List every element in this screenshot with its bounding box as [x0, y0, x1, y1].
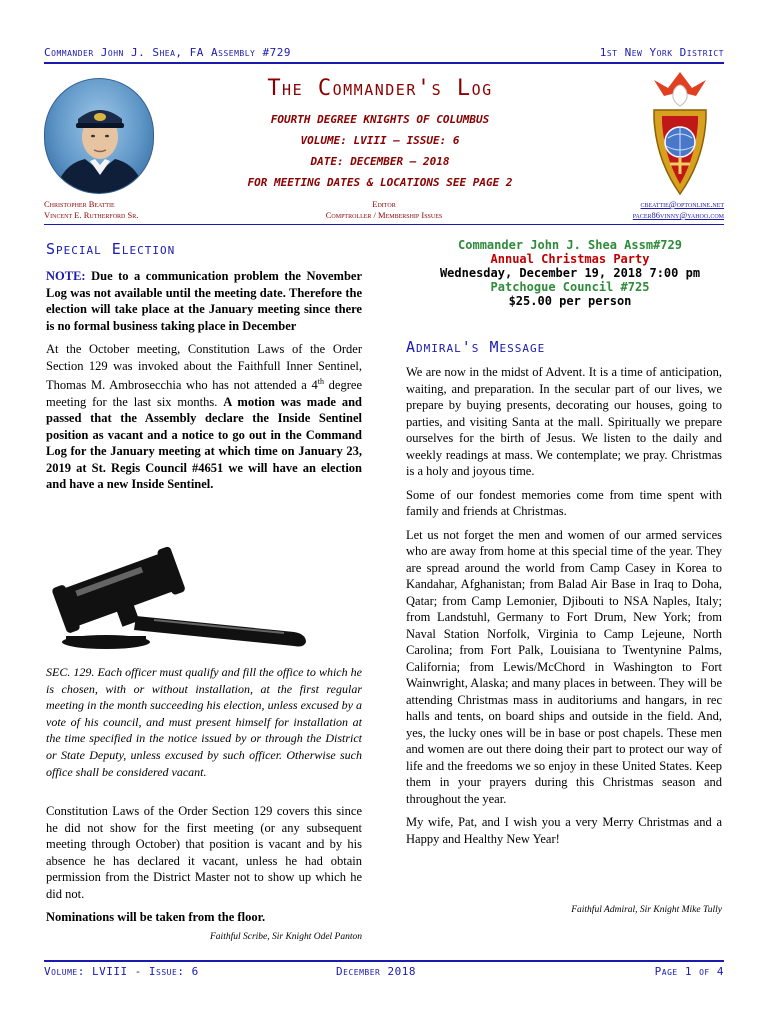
section-129-quote: SEC. 129. Each officer must qualify and fill the office to which he is chosen, with or without installation, at the first regular meeting in the month succeeding his election, unless excused by a vote of his council, and must present himself for installation at the time specified in the notice issued by or through the District or State Deputy, unless excused by such officer. Otherwise such office shall be considered vacant. — [46, 665, 362, 779]
admirals-message-heading: Admiral's Message — [406, 338, 546, 356]
admiral-paragraph-4: My wife, Pat, and I wish you a very Merry Christmas and a Happy and Healthy New Year! — [406, 815, 722, 846]
volume-issue-line: VOLUME: LVIII – ISSUE: 6 — [300, 134, 460, 147]
scribe-signature: Faithful Scribe, Sir Knight Odel Panton — [210, 932, 362, 942]
ordinal-suffix: th — [317, 377, 324, 386]
admiral-signature: Faithful Admiral, Sir Knight Mike Tully — [571, 905, 722, 915]
note-label: NOTE: — [46, 269, 86, 283]
october-meeting-text-a: At the October meeting, Constitution Laws of the Order Section 129 was invoked about the Faithfull Inner Sentinel, Thomas M. Ambrosecchia who has not attended a 4 — [46, 342, 362, 393]
admiral-paragraph-2: Some of our fondest memories come from time spent with family and friends at Christmas. — [406, 487, 722, 518]
organization-line: FOURTH DEGREE KNIGHTS OF COLUMBUS — [270, 113, 490, 126]
staff-role-2: Comptroller / Membership Issues — [325, 210, 443, 220]
meeting-info-line: FOR MEETING DATES & LOCATIONS SEE PAGE 2 — [247, 176, 513, 189]
motion-text: A motion was made and passed that the Assembly declare the Inside Sentinel position as vacant and a notice to go out in the Command Log for the January meeting at which time on January 23, 2019 at St. Regis Council #4651 we will have an election and have a new Inside Sentinel. — [46, 394, 362, 492]
staff-divider — [44, 224, 724, 225]
date-line: DATE: DECEMBER – 2018 — [310, 155, 450, 168]
admiral-paragraph-3: Let us not forget the men and women of our armed services who are away from home at this special time of the year. They are spread around the world from Camp Casey in Korea to Kandahar, Afghanistan; from Balad Air Base in Iraq to Doha, Qatar; from Camp Lemonier, Djibouti to NSA Naples, Italy; from Landstuhl, Germany to Fort Drum, New York; from Naval Station Norfolk, Virginia to Camp Lejeune, North Carolina; from Fort Palk, Louisiana to Twentynine Palms, California; from Lewis/McChord in Washington to Fort Wainwright, Alaska; and many places in between. They will be attending Christmas mass in auditoriums and hangars, in rec halls and tents, on board ships and outside in the field. And, yes, the lucky ones will be in base or post chapels. These men and women are out there doing their part to protect our way of life and the freedoms we so enjoy in these United States. Keep them in your prayers during this Christmas season and throughout the year. — [406, 527, 722, 806]
staff-name-1: Christopher Beattie — [44, 199, 115, 209]
october-meeting-text-b: degree meeting for the last six months. — [46, 378, 362, 409]
footer-date: December 2018 — [336, 965, 416, 978]
footer-page: Page 1 of 4 — [654, 965, 724, 978]
staff-roles — [284, 199, 484, 221]
staff-emails — [633, 199, 724, 221]
constitution-paragraph: Constitution Laws of the Order Section 129 covers this since he did not show for the first meeting (or any subsequent meeting through October) that position is vacant and by his absence he has declared it vacant, unless he had obtain permission from the District Master not to show up which he did not. — [46, 804, 362, 901]
party-price: $25.00 per person — [508, 294, 632, 308]
special-election-body — [46, 268, 362, 500]
party-assembly: Commander John J. Shea Assm#729 — [458, 238, 682, 252]
commander-portrait — [44, 78, 154, 194]
running-header — [44, 46, 724, 64]
special-election-heading: Special Election — [46, 240, 176, 258]
christmas-party-notice — [400, 238, 740, 308]
header-assembly: Commander John J. Shea, FA Assembly #729 — [44, 46, 291, 59]
email-link-1[interactable]: cbeattie@optonline.net — [640, 199, 724, 209]
header-district: 1st New York District — [599, 46, 724, 59]
party-date: Wednesday, December 19, 2018 7:00 pm — [439, 266, 701, 280]
admiral-paragraph-1: We are now in the midst of Advent. It is a time of anticipation, waiting, and preparation. In the secular part of our lives, we prepare by buying presents, decorating our houses, going to parties, and visiting Santa at the mall. Spiritually we prepare ourselves for the birth of Jesus. We listen to the daily and weekly readings at mass. We contemplate; we pray. Christmas is a holy and joyous time. — [406, 365, 722, 478]
staff-names — [44, 199, 138, 221]
newsletter-title: The Commander's Log — [267, 76, 493, 101]
gavel-image — [44, 540, 344, 652]
email-link-2[interactable]: pacer86vinny@yahoo.com — [632, 210, 724, 220]
footer-volume: Volume: LVIII - Issue: 6 — [44, 965, 199, 978]
note-text: Due to a communication problem the November Log was not available until the meeting date. Therefore the election will take place at the January meeting since there is no formal business taking place in December — [46, 269, 362, 333]
running-footer — [44, 960, 724, 978]
fourth-degree-emblem — [634, 70, 726, 198]
staff-role-1: Editor — [372, 199, 396, 209]
party-location: Patchogue Council #725 — [490, 280, 650, 294]
staff-name-2: Vincent E. Rutherford Sr. — [44, 210, 139, 220]
party-title: Annual Christmas Party — [490, 252, 650, 266]
admirals-message-body — [406, 364, 722, 854]
nominations-note: Nominations will be taken from the floor. — [46, 910, 266, 924]
